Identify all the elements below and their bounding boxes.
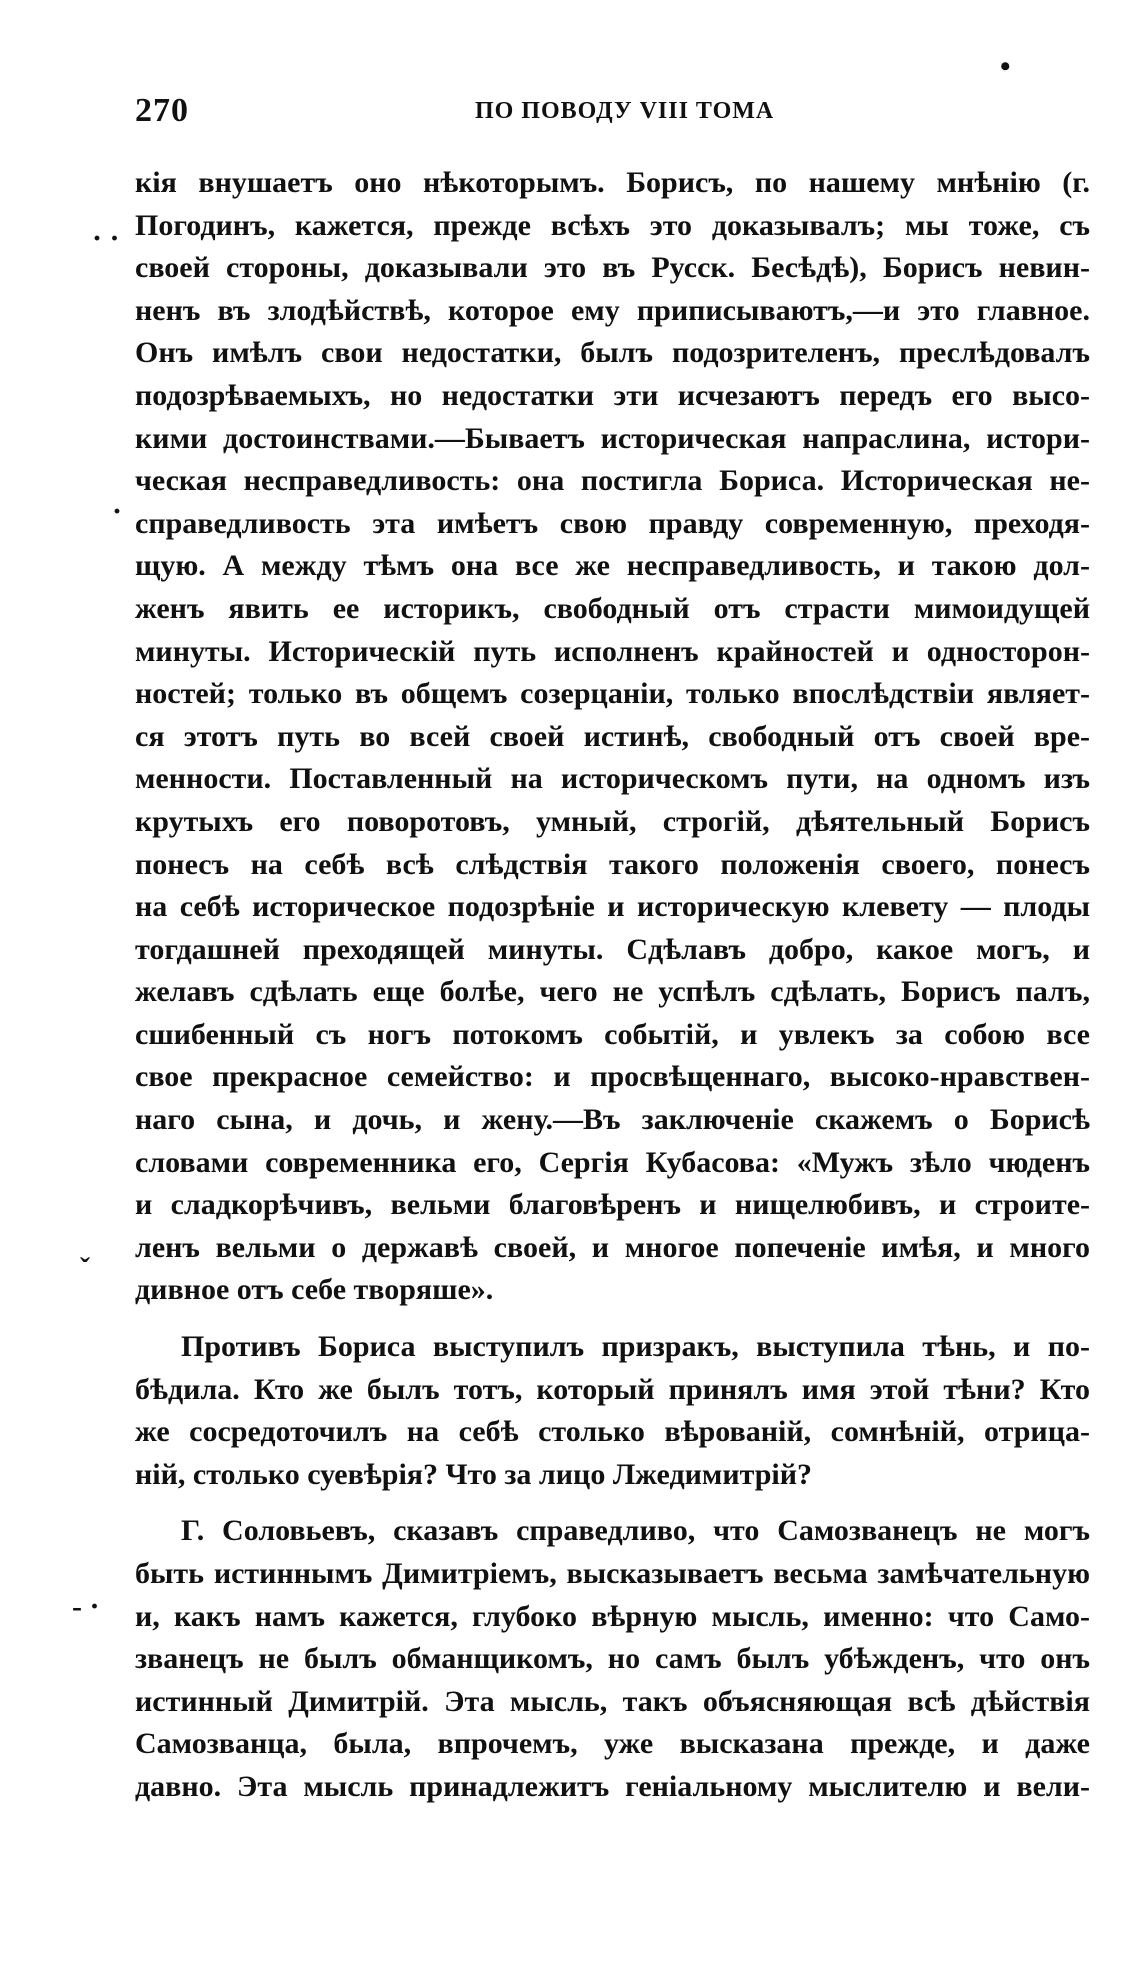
text-line: ненъ въ злодѣйствѣ, которое ему приписываютъ,—и это главное. bbox=[135, 293, 1090, 327]
text-line: ній, столько суевѣрія? Что за лицо Лжедимитрій? bbox=[135, 1457, 813, 1491]
margin-dot: • bbox=[1000, 50, 1011, 83]
paragraph bbox=[135, 162, 1090, 1312]
text-line: Онъ имѣлъ свои недостатки, былъ подозрителенъ, преслѣдовалъ bbox=[135, 336, 1090, 370]
text-line: ленъ вельми о державѣ своей, и многое попеченіе имѣя, и много bbox=[135, 1230, 1090, 1264]
text-line: щую. А между тѣмъ она все же несправедливость, и такою дол- bbox=[135, 549, 1090, 583]
text-line: ностей; только въ общемъ созерцаніи, только впослѣдствіи являет- bbox=[135, 677, 1090, 711]
text-line: своей стороны, доказывали это въ Русск. Бесѣдѣ), Борисъ невин- bbox=[135, 251, 1090, 285]
text-line: званецъ не былъ обманщикомъ, но самъ былъ убѣжденъ, что онъ bbox=[135, 1642, 1090, 1676]
paragraph bbox=[135, 1326, 1090, 1496]
page-number: 270 bbox=[135, 92, 189, 129]
text-line: Противъ Бориса выступилъ призракъ, выступила тѣнь, и по- bbox=[181, 1330, 1090, 1364]
text-line: крутыхъ его поворотовъ, умный, строгій, дѣятельный Борисъ bbox=[135, 804, 1090, 838]
paragraph bbox=[135, 1510, 1090, 1808]
text-line: справедливость эта имѣетъ свою правду современную, преходя- bbox=[135, 506, 1090, 540]
text-line: и, какъ намъ кажется, глубоко вѣрную мысль, именно: что Само- bbox=[135, 1599, 1090, 1633]
text-line: сшибенный съ ногъ потокомъ событій, и увлекъ за собою все bbox=[135, 1017, 1090, 1051]
margin-dash-dot: - · bbox=[72, 1590, 100, 1623]
text-line: же сосредоточилъ на себѣ столько вѣрованій, сомнѣній, отрица- bbox=[135, 1415, 1090, 1449]
text-line: ся этотъ путь во всей своей истинѣ, свободный отъ своей вре- bbox=[135, 719, 1090, 753]
text-line: Г. Соловьевъ, сказавъ справедливо, что Самозванецъ не могъ bbox=[181, 1514, 1090, 1548]
text-line: подозрѣваемыхъ, но недостатки эти исчезаютъ передъ его высо- bbox=[135, 378, 1090, 412]
text-line: свое прекрасное семейство: и просвѣщеннаго, высоко-нравствен- bbox=[135, 1060, 1090, 1094]
paragraph-gap bbox=[135, 1312, 1090, 1326]
text-line: женъ явить ее историкъ, свободный отъ страсти мимоидущей bbox=[135, 591, 1090, 625]
margin-dot: · bbox=[112, 495, 123, 528]
text-line: менности. Поставленный на историческомъ пути, на одномъ изъ bbox=[135, 762, 1090, 796]
text-line: на себѣ историческое подозрѣніе и историческую клевету — плоды bbox=[135, 890, 1090, 924]
text-line: тогдашней преходящей минуты. Сдѣлавъ добро, какое могъ, и bbox=[135, 932, 1090, 966]
text-line: желавъ сдѣлать еще болѣе, чего не успѣлъ сдѣлать, Борисъ палъ, bbox=[135, 975, 1090, 1009]
text-line: дивное отъ себе творяше». bbox=[135, 1273, 494, 1307]
margin-dots: · · bbox=[92, 222, 120, 255]
text-line: давно. Эта мысль принадлежитъ геніальному мыслителю и вели- bbox=[135, 1769, 1090, 1803]
text-line: быть истиннымъ Димитріемъ, высказываетъ весьма замѣчательную bbox=[135, 1557, 1090, 1590]
text-line: и сладкорѣчивъ, вельми благовѣренъ и нищелюбивъ, и строите- bbox=[135, 1188, 1090, 1222]
text-line: кими достоинствами.—Бываетъ историческая напраслина, истори- bbox=[135, 421, 1090, 455]
running-title: ПО ПОВОДУ VIII ТОМА bbox=[475, 98, 775, 124]
text-line: кія внушаетъ оно нѣкоторымъ. Борисъ, по нашему мнѣнію (г. bbox=[135, 166, 1090, 199]
text-line: бѣдила. Кто же былъ тотъ, который принялъ имя этой тѣни? Кто bbox=[135, 1372, 1090, 1406]
text-line: минуты. Историческій путь исполненъ крайностей и односторон- bbox=[135, 634, 1090, 668]
text-line: Погодинъ, кажется, прежде всѣхъ это доказывалъ; мы тоже, съ bbox=[135, 208, 1090, 242]
text-line: Самозванца, была, впрочемъ, уже высказана прежде, и даже bbox=[135, 1727, 1090, 1761]
page-header bbox=[135, 92, 1090, 132]
text-line: наго сына, и дочь, и жену.—Въ заключеніе скажемъ о Борисѣ bbox=[135, 1103, 1090, 1137]
text-line: истинный Димитрій. Эта мысль, такъ объясняющая всѣ дѣйствія bbox=[135, 1684, 1090, 1718]
text-line: ческая несправедливость: она постигла Бориса. Историческая не- bbox=[135, 464, 1090, 498]
text-line: словами современника его, Сергія Кубасова: «Мужъ зѣло чюденъ bbox=[135, 1145, 1090, 1179]
text-line: понесъ на себѣ всѣ слѣдствія такого положенія своего, понесъ bbox=[135, 847, 1090, 881]
paragraph-gap bbox=[135, 1496, 1090, 1510]
body-text bbox=[135, 162, 1090, 1809]
margin-check-mark: ˇ bbox=[80, 1252, 90, 1285]
